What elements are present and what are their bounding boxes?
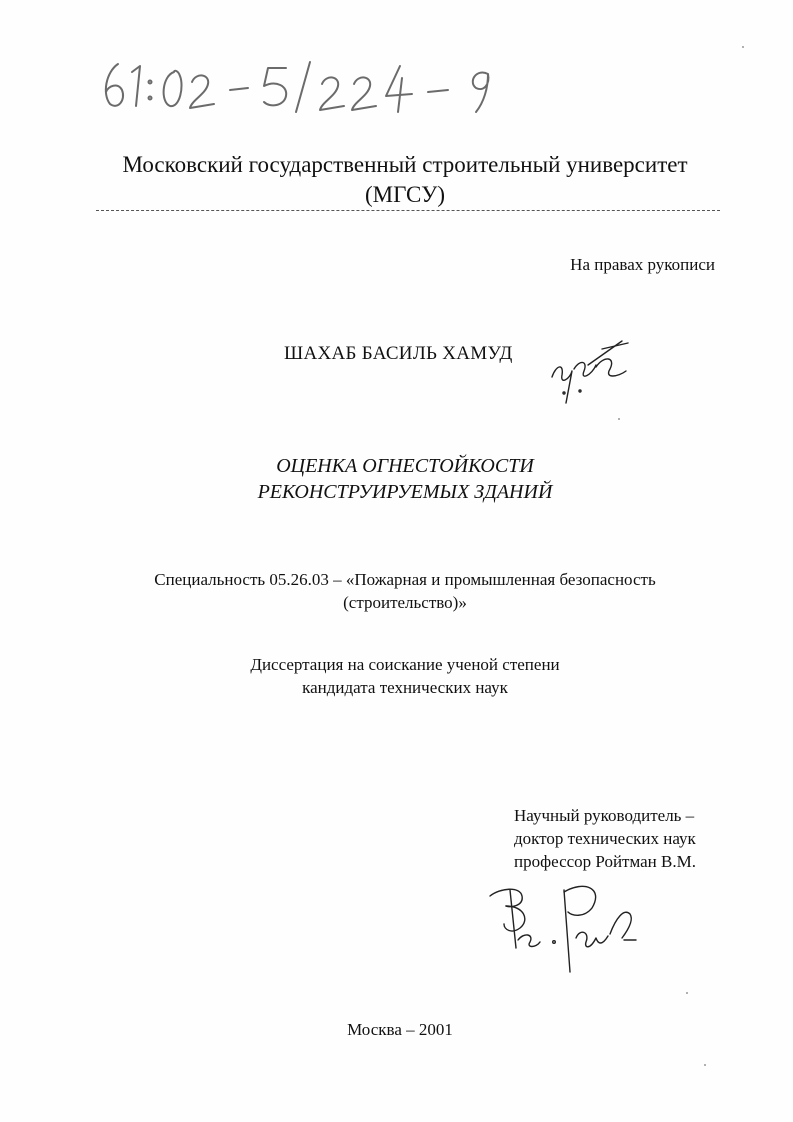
title-line-1: ОЦЕНКА ОГНЕСТОЙКОСТИ [276, 455, 534, 477]
author-name: ШАХАБ БАСИЛЬ ХАМУД [284, 343, 513, 364]
degree-line-2: кандидата технических наук [302, 678, 508, 697]
scan-speck [704, 1064, 706, 1066]
supervisor-line-2: доктор технических наук [514, 829, 696, 848]
scan-speck [742, 46, 744, 48]
city-year: Москва – 2001 [347, 1020, 453, 1039]
specialty-line-2: (строительство)» [343, 593, 467, 612]
university-abbreviation: (МГСУ) [364, 182, 446, 207]
author-signature-drawing [544, 335, 634, 405]
university-header [60, 150, 750, 210]
supervisor-block [514, 804, 696, 873]
scan-speck [618, 418, 620, 420]
title-line-2: РЕКОНСТРУИРУЕМЫХ ЗДАНИЙ [257, 481, 553, 503]
archive-code-pencil-drawing [96, 42, 536, 122]
specialty-block [80, 568, 730, 614]
degree-line-1: Диссертация на соискание ученой степени [250, 655, 560, 674]
header-rule [96, 210, 720, 213]
supervisor-line-3: профессор Ройтман В.М. [514, 852, 696, 871]
supervisor-signature [480, 878, 650, 978]
degree-block [130, 653, 680, 699]
supervisor-line-1: Научный руководитель – [514, 806, 695, 825]
archive-code-handwritten [96, 42, 536, 122]
university-name: Московский государственный строительный университет [122, 152, 688, 177]
dissertation-title [100, 453, 710, 505]
author-signature [544, 335, 634, 405]
scan-speck [686, 992, 688, 994]
specialty-line-1: Специальность 05.26.03 – «Пожарная и промышленная безопасность [154, 570, 656, 589]
supervisor-signature-drawing [480, 878, 650, 978]
rights-note: На правах рукописи [570, 255, 715, 274]
